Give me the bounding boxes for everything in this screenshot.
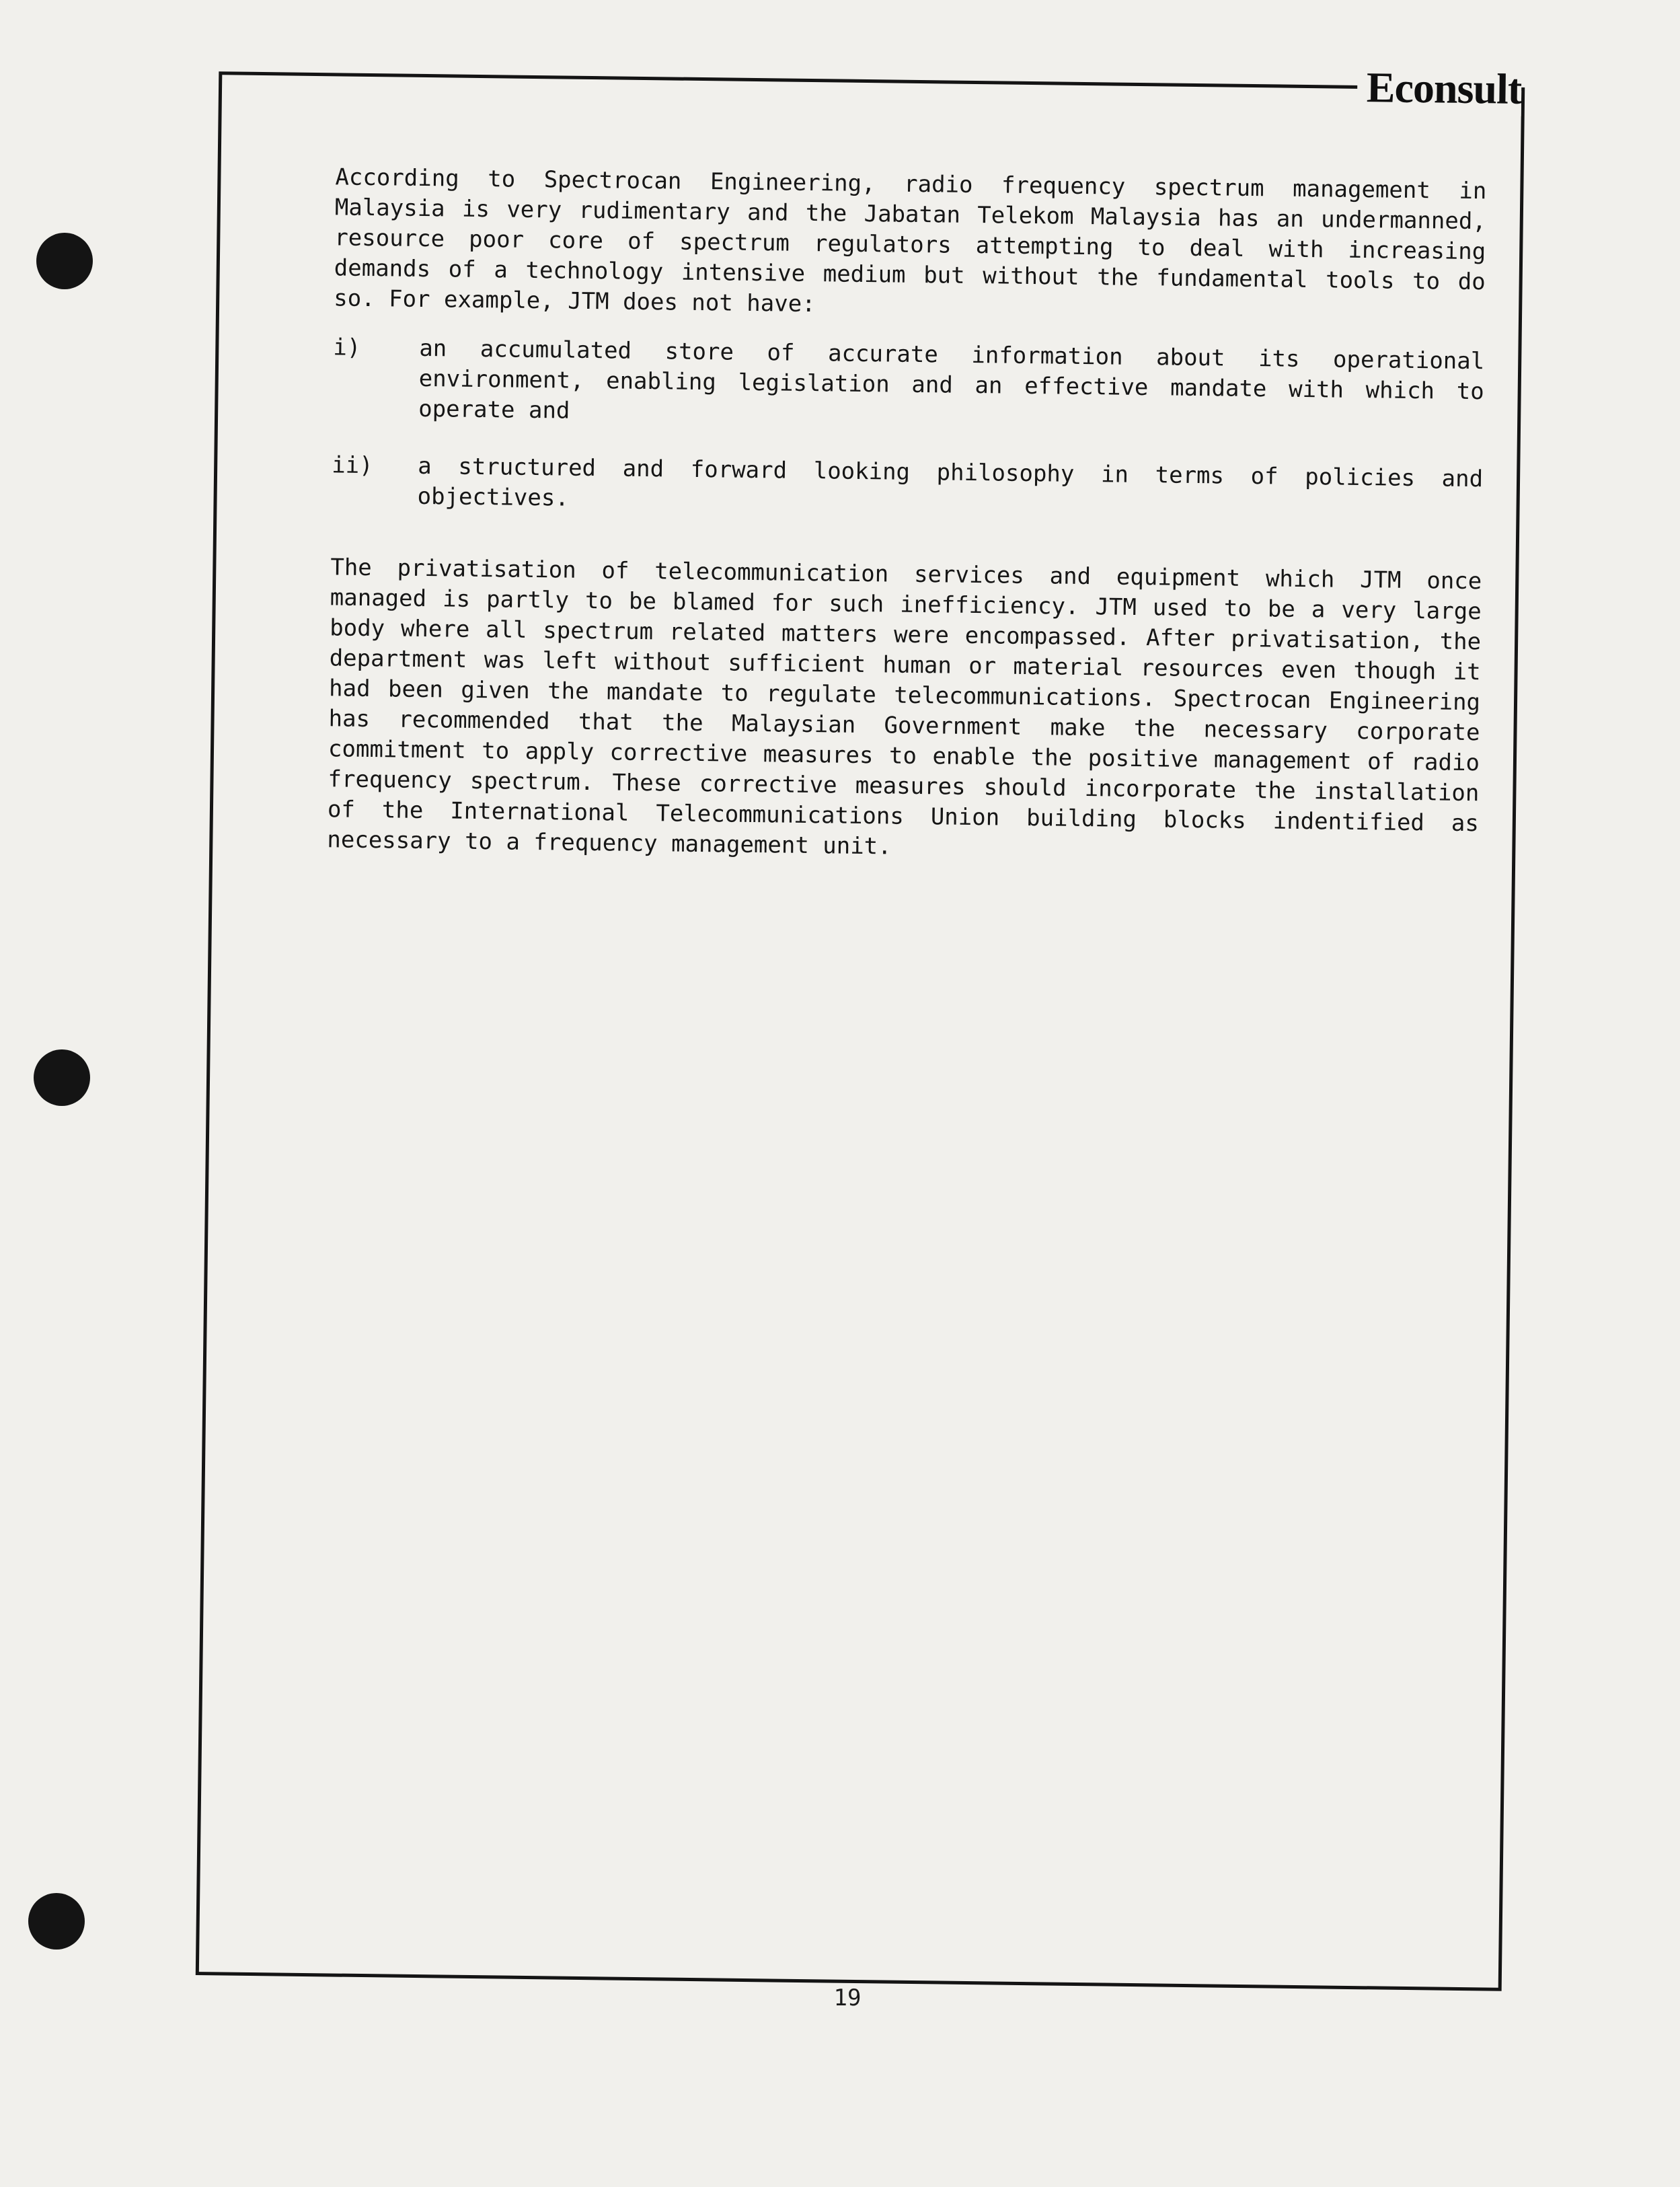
page-number: 19 — [833, 1985, 862, 2011]
list-marker: ii) — [331, 451, 373, 480]
punch-hole-middle — [34, 1049, 90, 1106]
punch-hole-top — [36, 233, 93, 289]
intro-paragraph: According to Spectrocan Engineering, radio frequency spectrum management in Malaysia is very rudimentary and the Jabatan Telekom Malaysia has an undermanned, resource poor core of spectrum regulators attempting to deal with increasing demands of a technology intensive medium but without the fundamental tools to do so. For example, JTM does not have: — [334, 163, 1487, 318]
privatisation-paragraph: The privatisation of telecommunication services and equipment which JTM once managed is partly to be blamed for such inefficiency. JTM used to be a very large body where all spectrum related matters were encompassed. After privatisation, the department was left without sufficient human or material resources even though it had been given the mandate to regulate telecommunications. Spectrocan Engineering has recommended that the Malaysian Government make the necessary corporate commitment to apply corrective measures to enable the positive management of radio frequency spectrum. These corrective measures should incorporate the installation of the International Telecommunications Union building blocks indentified as necessary to a frequency management unit. — [327, 554, 1482, 860]
list-item-text: an accumulated store of accurate information about its operational environment, enabling legislation and an effective mandate with which to operate and — [418, 334, 1485, 424]
body-text — [327, 162, 1486, 869]
brand-name: Econsult — [1366, 63, 1522, 113]
list-marker: i) — [333, 334, 361, 361]
list-item — [332, 332, 1485, 437]
page-frame — [196, 63, 1525, 1991]
brand-header — [1357, 61, 1521, 116]
list-item — [331, 450, 1483, 525]
punch-hole-bottom — [28, 1893, 85, 1950]
list-item-text: a structured and forward looking philosophy in terms of policies and objectives. — [417, 452, 1484, 512]
